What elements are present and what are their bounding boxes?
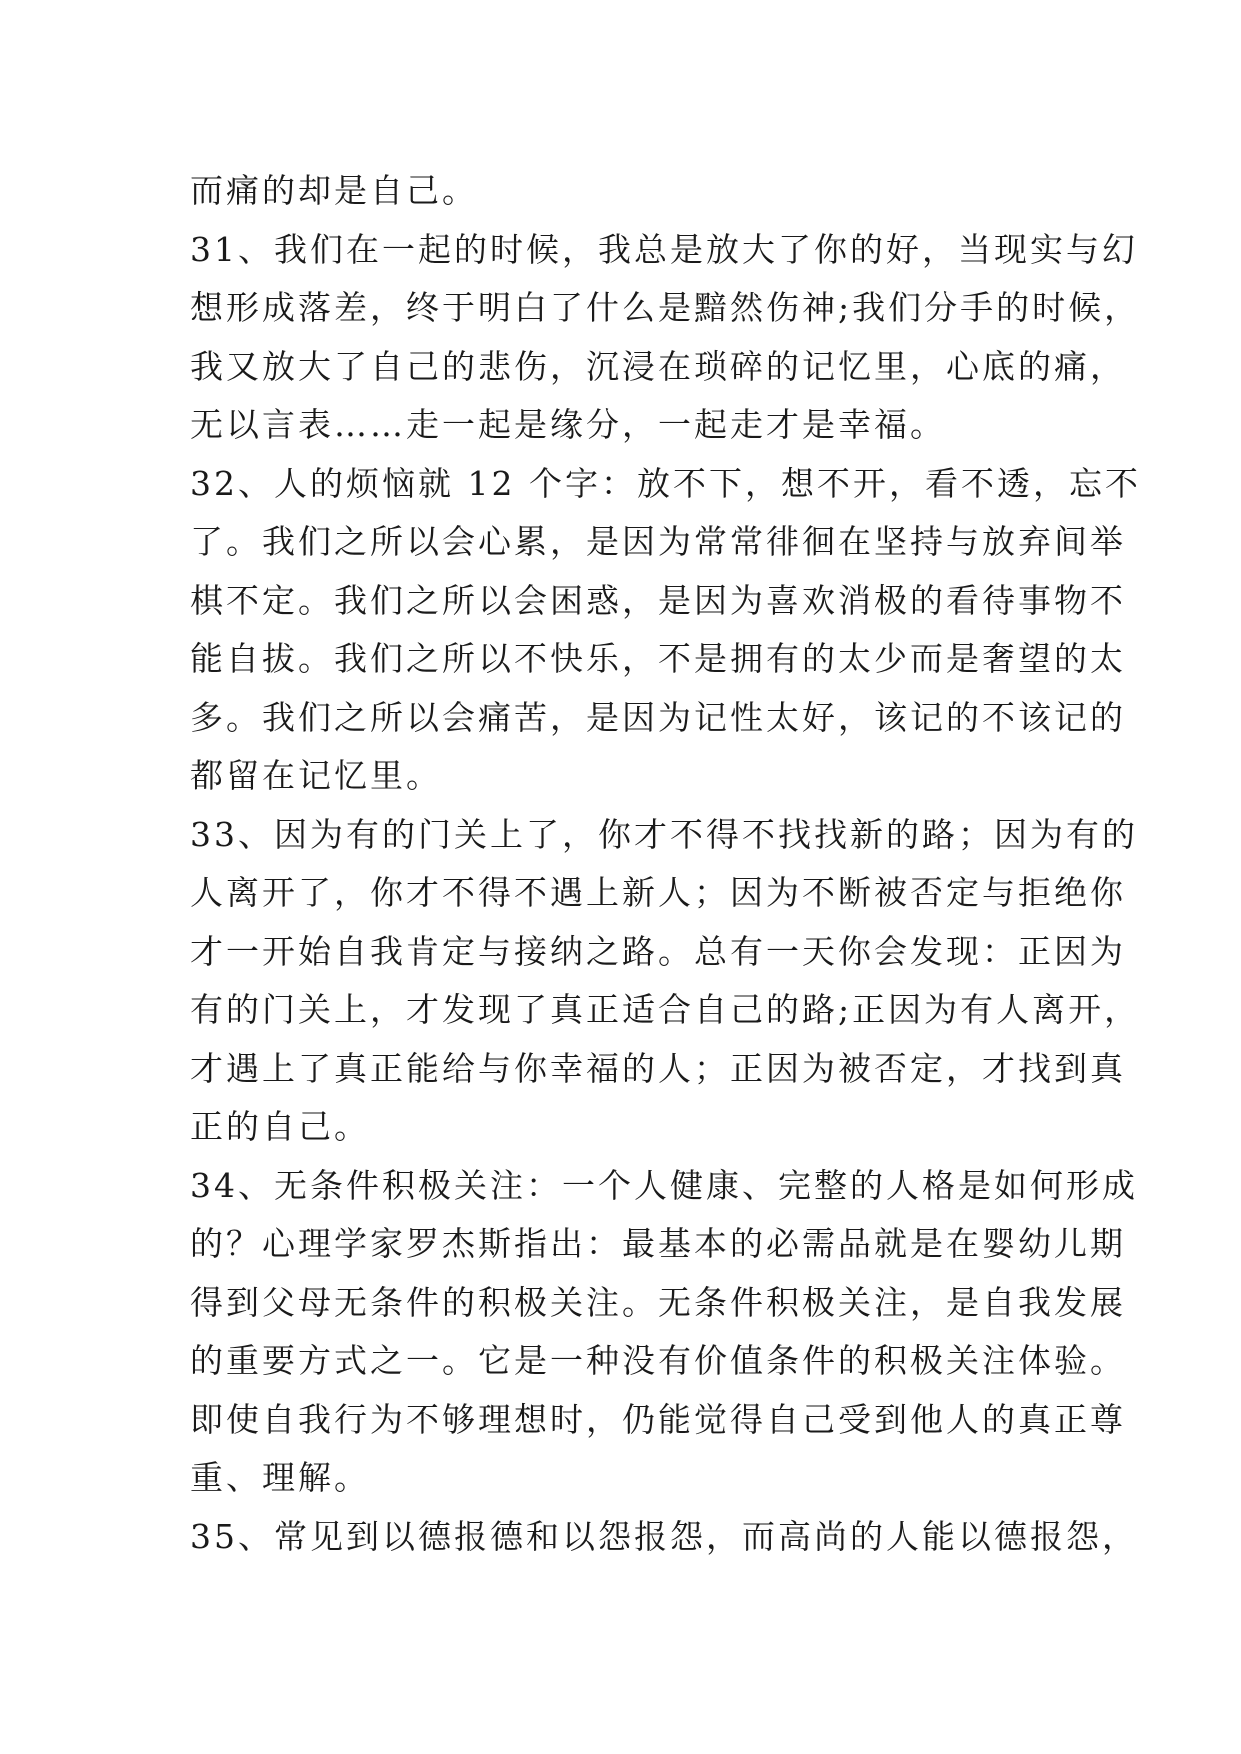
text-line: 31、我们在一起的时候，我总是放大了你的好，当现实与幻 <box>190 229 1138 269</box>
text-line: 能自拔。我们之所以不快乐，不是拥有的太少而是奢望的太 <box>190 639 1126 678</box>
text-line: 有的门关上，才发现了真正适合自己的路;正因为有人离开， <box>190 990 1141 1029</box>
text-line: 正的自己。 <box>190 1107 370 1146</box>
text-line: 无以言表……走一起是缘分，一起走才是幸福。 <box>190 405 946 444</box>
body-text <box>190 162 1141 1566</box>
text-line: 的重要方式之一。它是一种没有价值条件的积极关注体验。 <box>190 1341 1126 1380</box>
text-line: 而痛的却是自己。 <box>190 171 478 210</box>
text-line: 多。我们之所以会痛苦，是因为记性太好，该记的不该记的 <box>190 697 1126 737</box>
text-line: 我又放大了自己的悲伤，沉浸在琐碎的记忆里，心底的痛， <box>190 346 1126 386</box>
text-line: 才一开始自我肯定与接纳之路。总有一天你会发现：正因为 <box>190 931 1126 971</box>
text-line: 才遇上了真正能给与你幸福的人；正因为被否定，才找到真 <box>190 1048 1126 1088</box>
text-line: 棋不定。我们之所以会困惑，是因为喜欢消极的看待事物不 <box>190 580 1126 620</box>
text-line: 都留在记忆里。 <box>190 756 442 795</box>
paragraph-31 <box>190 221 1141 455</box>
text-line: 即使自我行为不够理想时，仍能觉得自己受到他人的真正尊 <box>190 1399 1126 1439</box>
text-line: 的？心理学家罗杰斯指出：最基本的必需品就是在婴幼儿期 <box>190 1224 1126 1263</box>
text-line: 得到父母无条件的积极关注。无条件积极关注，是自我发展 <box>190 1282 1126 1322</box>
text-line: 33、因为有的门关上了，你才不得不找找新的路；因为有的 <box>190 814 1138 854</box>
paragraph-fragment <box>190 162 1060 221</box>
paragraph-32 <box>190 455 1141 806</box>
text-line: 34、无条件积极关注：一个人健康、完整的人格是如何形成 <box>190 1165 1138 1205</box>
text-line: 了。我们之所以会心累，是因为常常徘徊在坚持与放弃间举 <box>190 522 1126 561</box>
paragraph-35 <box>190 1508 1138 1567</box>
text-line: 35、常见到以德报德和以怨报怨，而高尚的人能以德报怨， <box>190 1516 1138 1556</box>
text-line: 重、理解。 <box>190 1458 370 1497</box>
text-line: 32、人的烦恼就 12 个字：放不下，想不开，看不透，忘不 <box>190 463 1141 503</box>
paragraph-34 <box>190 1157 1138 1508</box>
text-line: 人离开了，你才不得不遇上新人；因为不断被否定与拒绝你 <box>190 873 1126 912</box>
paragraph-33 <box>190 806 1141 1157</box>
text-line: 想形成落差，终于明白了什么是黯然伤神;我们分手的时候， <box>190 288 1141 327</box>
